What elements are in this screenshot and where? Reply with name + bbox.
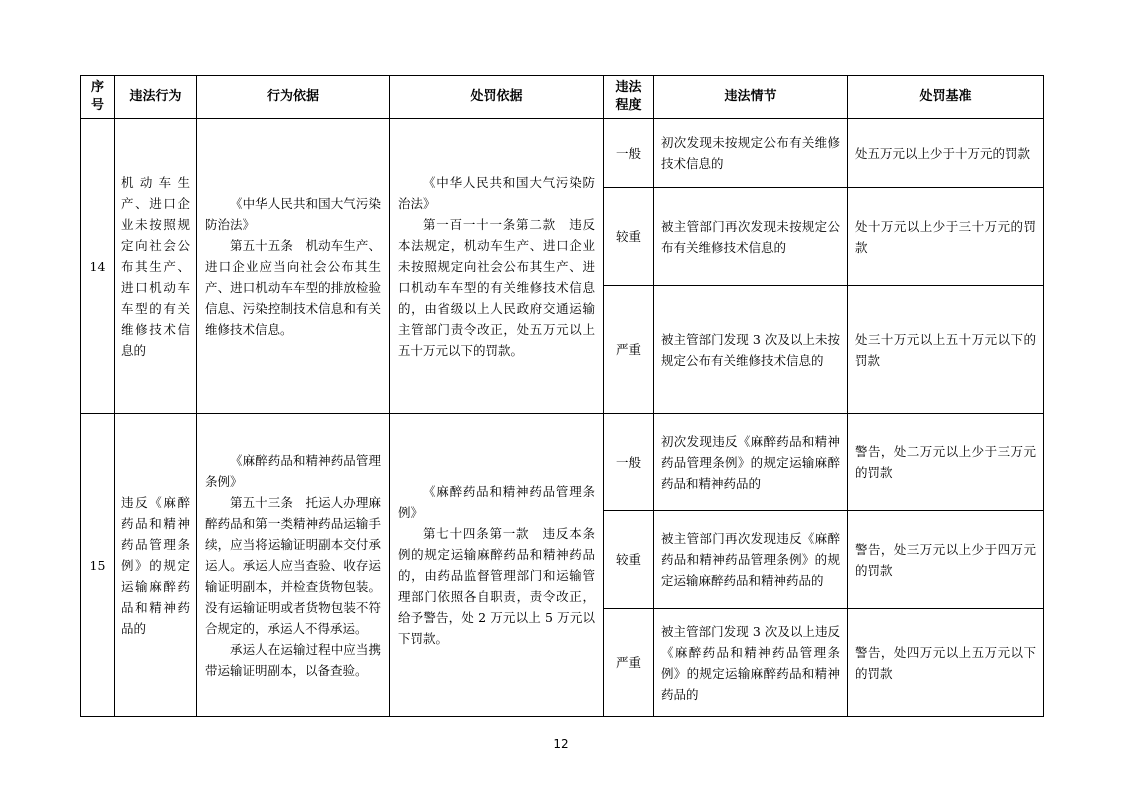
level: 严重 bbox=[604, 609, 654, 717]
circumstance: 被主管部门再次发现未按规定公布有关维修技术信息的 bbox=[654, 188, 848, 286]
table-row bbox=[81, 414, 1044, 511]
header-standard: 处罚基准 bbox=[848, 76, 1044, 119]
circumstance: 被主管部门发现 3 次及以上违反《麻醉药品和精神药品管理条例》的规定运输麻醉药品和精神药品的 bbox=[654, 609, 848, 717]
penalty-standard: 处三十万元以上五十万元以下的罚款 bbox=[848, 286, 1044, 414]
level: 一般 bbox=[604, 414, 654, 511]
violation-act: 违反《麻醉药品和精神药品管理条例》的规定运输麻醉药品和精神药品的 bbox=[115, 414, 197, 717]
row-number: 15 bbox=[81, 414, 115, 717]
header-no: 序号 bbox=[81, 76, 115, 119]
circumstance: 初次发现未按规定公布有关维修技术信息的 bbox=[654, 119, 848, 188]
penalty-table bbox=[80, 75, 1044, 717]
header-pen-basis: 处罚依据 bbox=[390, 76, 604, 119]
penalty-basis: 《麻醉药品和精神药品管理条例》 第七十四条第一款 违反本条例的规定运输麻醉药品和精神药品的，由药品监督管理部门和运输管理部门依照各自职责，责令改正，给予警告，处 2 万元以上 5 万元以下罚款。 bbox=[390, 414, 604, 717]
act-basis: 《中华人民共和国大气污染防治法》 第五十五条 机动车生产、进口企业应当向社会公布其生产、进口机动车车型的排放检验信息、污染控制技术信息和有关维修技术信息。 bbox=[197, 119, 390, 414]
level: 较重 bbox=[604, 511, 654, 609]
act-basis: 《麻醉药品和精神药品管理条例》 第五十三条 托运人办理麻醉药品和第一类精神药品运输手续，应当将运输证明副本交付承运人。承运人应当查验、收存运输证明副本，并检查货物包装。没有运输证明或者货物包装不符合规定的，承运人不得承运。 承运人在运输过程中应当携带运输证明副本，以备查验。 bbox=[197, 414, 390, 717]
penalty-standard: 警告，处二万元以上少于三万元的罚款 bbox=[848, 414, 1044, 511]
circumstance: 被主管部门发现 3 次及以上未按规定公布有关维修技术信息的 bbox=[654, 286, 848, 414]
penalty-standard: 处十万元以上少于三十万元的罚款 bbox=[848, 188, 1044, 286]
page-number: 12 bbox=[553, 737, 569, 751]
level: 严重 bbox=[604, 286, 654, 414]
violation-act: 机动车生产、进口企业未按照规定向社会公布其生产、进口机动车车型的有关维修技术信息的 bbox=[115, 119, 197, 414]
penalty-standard: 处五万元以上少于十万元的罚款 bbox=[848, 119, 1044, 188]
header-act: 违法行为 bbox=[115, 76, 197, 119]
level: 一般 bbox=[604, 119, 654, 188]
table-row bbox=[81, 119, 1044, 188]
penalty-basis: 《中华人民共和国大气污染防治法》 第一百一十一条第二款 违反本法规定，机动车生产、进口企业未按照规定向社会公布其生产、进口机动车车型的有关维修技术信息的，由省级以上人民政府交通运输主管部门责令改正，处五万元以上五十万元以下的罚款。 bbox=[390, 119, 604, 414]
row-number: 14 bbox=[81, 119, 115, 414]
penalty-standard: 警告，处四万元以上五万元以下的罚款 bbox=[848, 609, 1044, 717]
circumstance: 被主管部门再次发现违反《麻醉药品和精神药品管理条例》的规定运输麻醉药品和精神药品的 bbox=[654, 511, 848, 609]
level: 较重 bbox=[604, 188, 654, 286]
header-row bbox=[81, 76, 1044, 119]
header-level: 违法程度 bbox=[604, 76, 654, 119]
header-act-basis: 行为依据 bbox=[197, 76, 390, 119]
header-circumstance: 违法情节 bbox=[654, 76, 848, 119]
penalty-standard: 警告，处三万元以上少于四万元的罚款 bbox=[848, 511, 1044, 609]
circumstance: 初次发现违反《麻醉药品和精神药品管理条例》的规定运输麻醉药品和精神药品的 bbox=[654, 414, 848, 511]
